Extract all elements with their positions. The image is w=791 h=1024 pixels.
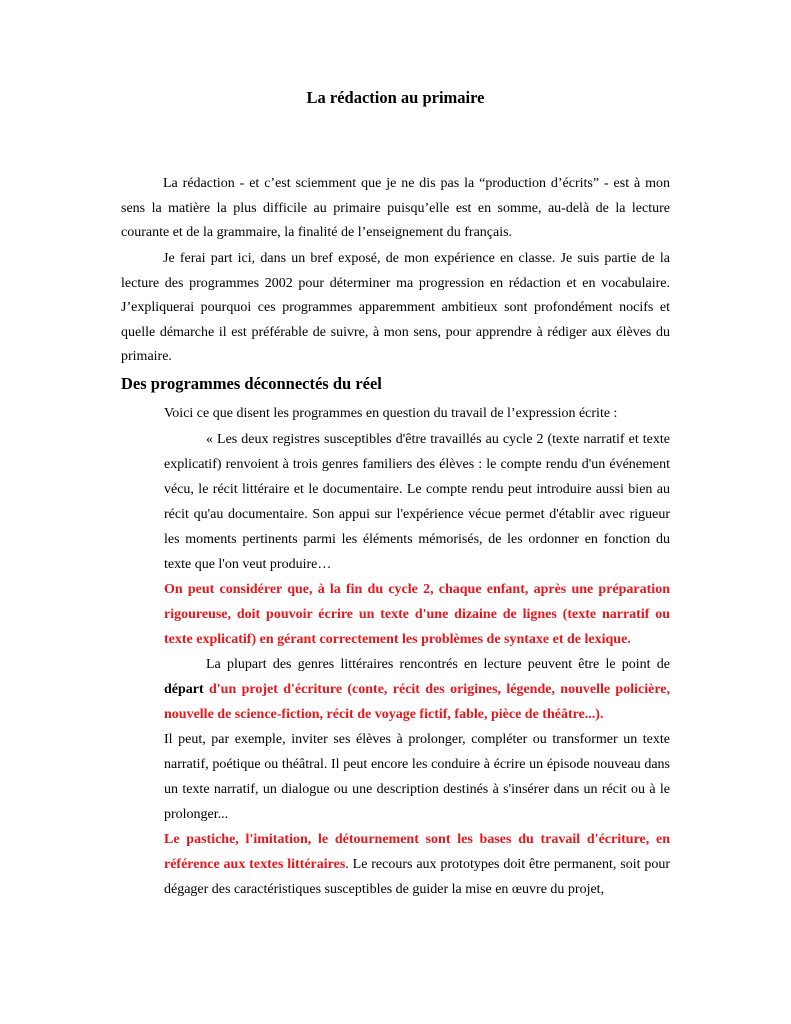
quote-paragraph-1: « Les deux registres susceptibles d'être travaillés au cycle 2 (texte narratif et texte explicatif) renvoient à trois genres familiers des élèves : le compte rendu d'un événement vécu, le récit littéraire et le documentaire. Le compte rendu peut introduire aussi bien au récit qu'au documentaire. Son appui sur l'expérience vécue permet d'établir avec rigueur les moments pertinents parmi les éléments mémorisés, de les ordonner en fonction du texte que l'on veut produire… [164, 432, 670, 572]
quote-paragraph-4-rest: . Le recours aux prototypes doit être permanent, soit pour dégager des caractéristiques susceptibles de guider la mise en œuvre du projet, [164, 857, 670, 897]
intro-paragraph-2 [121, 247, 670, 370]
quote-paragraph-2 [164, 652, 670, 727]
page-title: La rédaction au primaire [306, 88, 485, 107]
section-heading: Des programmes déconnectés du réel [121, 374, 382, 393]
quote-paragraph-2-start: La plupart des genres littéraires rencontrés en lecture peuvent être le point de [206, 657, 670, 672]
quote-paragraph-2-bold: départ [164, 682, 204, 697]
quote-emphasis-1: On peut considérer que, à la fin du cycle 2, chaque enfant, après une préparation rigoureuse, doit pouvoir écrire un texte d'une dizaine de lignes (texte narratif ou texte explicatif) en gérant correctement les problèmes de syntaxe et de lexique. [164, 582, 670, 647]
intro-paragraph-1-text: La rédaction - et c’est sciemment que je ne dis pas la “production d’écrits” - est à mon sens la matière la plus difficile au primaire puisqu’elle est en somme, au-delà de la lecture courante et de la grammaire, la finalité de l’enseignement du français. [121, 176, 670, 241]
section-intro: Voici ce que disent les programmes en question du travail de l’expression écrite : [164, 406, 618, 421]
quote-paragraph-3: Il peut, par exemple, inviter ses élèves à prolonger, compléter ou transformer un texte narratif, poétique ou théâtral. Il peut encore les conduire à écrire un épisode nouveau dans un texte narratif, un dialogue ou une description destinés à s'insérer dans un récit ou à le prolonger... [164, 732, 670, 822]
intro-paragraph-2-text: Je ferai part ici, dans un bref exposé, de mon expérience en classe. Je suis partie de la lecture des programmes 2002 pour déterminer ma progression en rédaction et en vocabulaire. J’expliquerai pourquoi ces programmes apparemment ambitieux sont profondément nocifs et quelle démarche il est préférable de suivre, à mon sens, pour apprendre à rédiger aux élèves du primaire. [121, 251, 670, 365]
quote-paragraph-2-red: d'un projet d'écriture (conte, récit des origines, légende, nouvelle policière, nouvelle de science-fiction, récit de voyage fictif, fable, pièce de théâtre...). [164, 682, 670, 722]
quote-emphasis-2: Le pastiche, l'imitation, le détournement sont les bases du travail d'écriture, en référence aux textes littéraires [164, 832, 670, 872]
quote-paragraph-4 [164, 827, 670, 902]
intro-paragraph-1 [121, 172, 670, 246]
programme-quote [164, 427, 670, 902]
